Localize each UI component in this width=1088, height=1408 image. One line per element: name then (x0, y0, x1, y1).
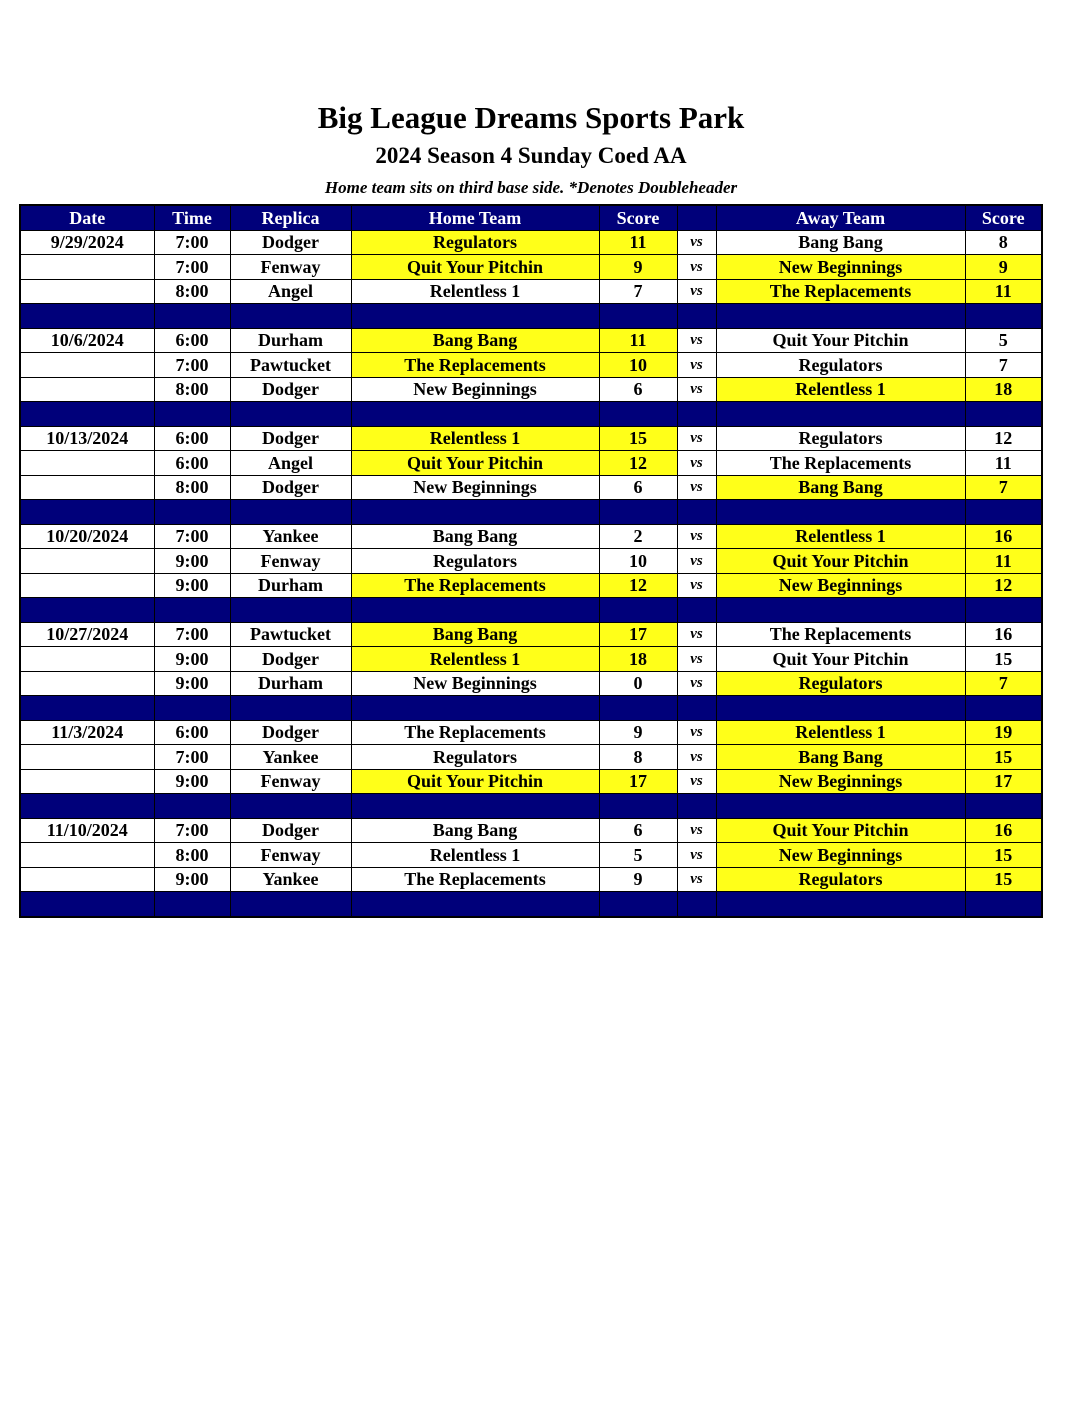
game-date (20, 745, 154, 770)
game-replica: Dodger (230, 475, 351, 500)
away-team: Relentless 1 (716, 524, 965, 549)
separator-cell (599, 892, 677, 917)
vs-label: vs (677, 671, 716, 696)
home-score: 15 (599, 426, 677, 451)
vs-label: vs (677, 843, 716, 868)
column-header-replica: Replica (230, 205, 351, 230)
home-score: 6 (599, 475, 677, 500)
vs-label: vs (677, 451, 716, 476)
separator-cell (716, 696, 965, 721)
away-team: Bang Bang (716, 230, 965, 255)
away-score: 12 (965, 573, 1042, 598)
away-team: New Beginnings (716, 843, 965, 868)
page-title: Big League Dreams Sports Park (317, 100, 745, 135)
separator-cell (965, 500, 1042, 525)
separator-cell (230, 794, 351, 819)
game-date (20, 671, 154, 696)
home-score: 7 (599, 279, 677, 304)
game-replica: Fenway (230, 843, 351, 868)
home-team: Quit Your Pitchin (351, 255, 599, 280)
away-team: New Beginnings (716, 769, 965, 794)
away-score: 16 (965, 524, 1042, 549)
home-team: New Beginnings (351, 377, 599, 402)
away-team: Bang Bang (716, 745, 965, 770)
game-replica: Durham (230, 328, 351, 353)
vs-label: vs (677, 353, 716, 378)
away-score: 16 (965, 818, 1042, 843)
home-score: 6 (599, 818, 677, 843)
vs-label: vs (677, 867, 716, 892)
home-score: 17 (599, 769, 677, 794)
game-date (20, 549, 154, 574)
away-team: Regulators (716, 426, 965, 451)
game-time: 9:00 (154, 769, 230, 794)
separator-cell (677, 500, 716, 525)
game-replica: Fenway (230, 769, 351, 794)
schedule-body (20, 230, 1042, 917)
vs-label: vs (677, 647, 716, 672)
game-time: 7:00 (154, 230, 230, 255)
home-team: The Replacements (351, 573, 599, 598)
separator-cell (230, 500, 351, 525)
column-header-time: Time (154, 205, 230, 230)
game-row (20, 426, 1042, 451)
separator-cell (677, 794, 716, 819)
home-team: New Beginnings (351, 475, 599, 500)
away-score: 11 (965, 451, 1042, 476)
separator-cell (230, 304, 351, 329)
separator-cell (230, 598, 351, 623)
home-team: Relentless 1 (351, 426, 599, 451)
home-score: 12 (599, 451, 677, 476)
game-row (20, 549, 1042, 574)
separator-cell (965, 402, 1042, 427)
away-team: Regulators (716, 867, 965, 892)
game-row (20, 671, 1042, 696)
vs-label: vs (677, 745, 716, 770)
away-team: Relentless 1 (716, 720, 965, 745)
game-date: 11/10/2024 (20, 818, 154, 843)
game-replica: Dodger (230, 720, 351, 745)
game-time: 7:00 (154, 818, 230, 843)
game-time: 7:00 (154, 745, 230, 770)
game-time: 7:00 (154, 524, 230, 549)
game-time: 9:00 (154, 671, 230, 696)
game-replica: Fenway (230, 549, 351, 574)
vs-label: vs (677, 573, 716, 598)
home-team: Bang Bang (351, 818, 599, 843)
separator-cell (965, 304, 1042, 329)
game-row (20, 720, 1042, 745)
vs-label: vs (677, 622, 716, 647)
game-row (20, 279, 1042, 304)
separator-cell (716, 598, 965, 623)
separator-cell (716, 500, 965, 525)
game-date (20, 647, 154, 672)
game-row (20, 328, 1042, 353)
game-time: 9:00 (154, 573, 230, 598)
away-team: Bang Bang (716, 475, 965, 500)
away-team: The Replacements (716, 451, 965, 476)
away-team: Quit Your Pitchin (716, 328, 965, 353)
home-score: 11 (599, 230, 677, 255)
vs-label: vs (677, 255, 716, 280)
game-date (20, 769, 154, 794)
home-team: The Replacements (351, 720, 599, 745)
separator-cell (20, 696, 154, 721)
away-score: 15 (965, 867, 1042, 892)
game-time: 6:00 (154, 426, 230, 451)
separator-cell (154, 696, 230, 721)
separator-cell (599, 500, 677, 525)
home-team: Quit Your Pitchin (351, 451, 599, 476)
game-date (20, 475, 154, 500)
away-score: 11 (965, 279, 1042, 304)
separator-cell (230, 696, 351, 721)
away-score: 7 (965, 353, 1042, 378)
separator-cell (677, 696, 716, 721)
column-header-away-team: Away Team (716, 205, 965, 230)
away-score: 17 (965, 769, 1042, 794)
separator-cell (20, 892, 154, 917)
away-score: 19 (965, 720, 1042, 745)
away-score: 7 (965, 475, 1042, 500)
away-score: 5 (965, 328, 1042, 353)
home-score: 8 (599, 745, 677, 770)
game-row (20, 843, 1042, 868)
page-subtitle: 2024 Season 4 Sunday Coed AA (375, 143, 687, 168)
game-replica: Angel (230, 279, 351, 304)
away-score: 15 (965, 843, 1042, 868)
away-score: 7 (965, 671, 1042, 696)
game-row (20, 818, 1042, 843)
home-team: The Replacements (351, 353, 599, 378)
home-team: Bang Bang (351, 524, 599, 549)
home-score: 9 (599, 720, 677, 745)
home-team: Regulators (351, 745, 599, 770)
game-replica: Dodger (230, 647, 351, 672)
game-row (20, 867, 1042, 892)
away-score: 15 (965, 745, 1042, 770)
home-team: The Replacements (351, 867, 599, 892)
separator-cell (716, 794, 965, 819)
column-header-home-score: Score (599, 205, 677, 230)
away-team: New Beginnings (716, 255, 965, 280)
away-score: 18 (965, 377, 1042, 402)
separator-cell (351, 500, 599, 525)
away-score: 16 (965, 622, 1042, 647)
separator-cell (716, 892, 965, 917)
game-time: 6:00 (154, 720, 230, 745)
away-team: Quit Your Pitchin (716, 818, 965, 843)
game-date (20, 573, 154, 598)
game-time: 7:00 (154, 353, 230, 378)
home-team: Bang Bang (351, 328, 599, 353)
away-score: 15 (965, 647, 1042, 672)
away-team: The Replacements (716, 279, 965, 304)
home-team: Relentless 1 (351, 279, 599, 304)
separator-cell (20, 402, 154, 427)
home-score: 18 (599, 647, 677, 672)
away-score: 12 (965, 426, 1042, 451)
column-header-away-score: Score (965, 205, 1042, 230)
game-row (20, 377, 1042, 402)
home-score: 5 (599, 843, 677, 868)
vs-label: vs (677, 549, 716, 574)
game-date (20, 377, 154, 402)
header-row (20, 205, 1042, 230)
separator-cell (154, 500, 230, 525)
separator-cell (230, 402, 351, 427)
game-date: 10/27/2024 (20, 622, 154, 647)
game-replica: Pawtucket (230, 622, 351, 647)
home-team: Quit Your Pitchin (351, 769, 599, 794)
separator-cell (716, 402, 965, 427)
game-time: 8:00 (154, 475, 230, 500)
vs-label: vs (677, 818, 716, 843)
away-team: Relentless 1 (716, 377, 965, 402)
game-replica: Durham (230, 573, 351, 598)
home-score: 10 (599, 353, 677, 378)
separator-cell (351, 794, 599, 819)
separator-cell (351, 696, 599, 721)
away-team: Quit Your Pitchin (716, 647, 965, 672)
game-replica: Yankee (230, 745, 351, 770)
home-score: 2 (599, 524, 677, 549)
separator-cell (154, 598, 230, 623)
game-row (20, 647, 1042, 672)
game-date (20, 843, 154, 868)
game-time: 6:00 (154, 451, 230, 476)
game-row (20, 745, 1042, 770)
game-row (20, 230, 1042, 255)
game-date: 9/29/2024 (20, 230, 154, 255)
game-time: 9:00 (154, 867, 230, 892)
away-score: 9 (965, 255, 1042, 280)
separator-cell (351, 598, 599, 623)
separator-cell (154, 304, 230, 329)
home-team: Relentless 1 (351, 647, 599, 672)
week-separator-row (20, 304, 1042, 329)
game-replica: Angel (230, 451, 351, 476)
game-date: 10/20/2024 (20, 524, 154, 549)
game-replica: Fenway (230, 255, 351, 280)
away-team: The Replacements (716, 622, 965, 647)
home-team: Regulators (351, 549, 599, 574)
separator-cell (599, 794, 677, 819)
separator-cell (230, 892, 351, 917)
separator-cell (154, 794, 230, 819)
separator-cell (20, 598, 154, 623)
separator-cell (599, 304, 677, 329)
vs-label: vs (677, 377, 716, 402)
column-header-vs (677, 205, 716, 230)
game-time: 6:00 (154, 328, 230, 353)
separator-cell (20, 794, 154, 819)
home-team: New Beginnings (351, 671, 599, 696)
game-replica: Durham (230, 671, 351, 696)
game-replica: Dodger (230, 426, 351, 451)
game-time: 9:00 (154, 647, 230, 672)
game-time: 8:00 (154, 279, 230, 304)
game-date (20, 279, 154, 304)
week-separator-row (20, 892, 1042, 917)
vs-label: vs (677, 769, 716, 794)
game-date (20, 451, 154, 476)
separator-cell (599, 598, 677, 623)
game-row (20, 573, 1042, 598)
game-row (20, 524, 1042, 549)
game-date (20, 255, 154, 280)
away-team: New Beginnings (716, 573, 965, 598)
vs-label: vs (677, 720, 716, 745)
separator-cell (677, 304, 716, 329)
home-team: Bang Bang (351, 622, 599, 647)
separator-cell (965, 892, 1042, 917)
game-row (20, 622, 1042, 647)
week-separator-row (20, 598, 1042, 623)
home-score: 11 (599, 328, 677, 353)
separator-cell (599, 402, 677, 427)
game-date: 10/6/2024 (20, 328, 154, 353)
home-score: 9 (599, 255, 677, 280)
away-team: Regulators (716, 353, 965, 378)
separator-cell (677, 892, 716, 917)
game-row (20, 255, 1042, 280)
home-score: 0 (599, 671, 677, 696)
week-separator-row (20, 696, 1042, 721)
game-date: 10/13/2024 (20, 426, 154, 451)
away-score: 11 (965, 549, 1042, 574)
away-score: 8 (965, 230, 1042, 255)
game-time: 9:00 (154, 549, 230, 574)
separator-cell (965, 794, 1042, 819)
away-team: Regulators (716, 671, 965, 696)
schedule-note: Home team sits on third base side. *Denotes Doubleheader (324, 178, 738, 197)
separator-cell (965, 696, 1042, 721)
vs-label: vs (677, 328, 716, 353)
separator-cell (677, 598, 716, 623)
week-separator-row (20, 402, 1042, 427)
vs-label: vs (677, 279, 716, 304)
game-date (20, 353, 154, 378)
game-replica: Dodger (230, 818, 351, 843)
separator-cell (154, 402, 230, 427)
separator-cell (599, 696, 677, 721)
separator-cell (351, 402, 599, 427)
home-score: 12 (599, 573, 677, 598)
away-team: Quit Your Pitchin (716, 549, 965, 574)
vs-label: vs (677, 475, 716, 500)
vs-label: vs (677, 230, 716, 255)
game-replica: Yankee (230, 867, 351, 892)
home-score: 10 (599, 549, 677, 574)
separator-cell (716, 304, 965, 329)
home-score: 9 (599, 867, 677, 892)
separator-cell (965, 598, 1042, 623)
game-replica: Dodger (230, 230, 351, 255)
vs-label: vs (677, 524, 716, 549)
home-team: Relentless 1 (351, 843, 599, 868)
separator-cell (154, 892, 230, 917)
game-time: 8:00 (154, 843, 230, 868)
home-score: 17 (599, 622, 677, 647)
game-row (20, 451, 1042, 476)
vs-label: vs (677, 426, 716, 451)
game-row (20, 475, 1042, 500)
column-header-date: Date (20, 205, 154, 230)
game-row (20, 769, 1042, 794)
game-replica: Yankee (230, 524, 351, 549)
game-date: 11/3/2024 (20, 720, 154, 745)
schedule-table (19, 204, 1043, 918)
separator-cell (351, 892, 599, 917)
game-time: 7:00 (154, 622, 230, 647)
game-time: 7:00 (154, 255, 230, 280)
game-replica: Dodger (230, 377, 351, 402)
game-date (20, 867, 154, 892)
column-header-home-team: Home Team (351, 205, 599, 230)
game-row (20, 353, 1042, 378)
separator-cell (20, 500, 154, 525)
separator-cell (677, 402, 716, 427)
week-separator-row (20, 794, 1042, 819)
home-team: Regulators (351, 230, 599, 255)
separator-cell (351, 304, 599, 329)
separator-cell (20, 304, 154, 329)
game-replica: Pawtucket (230, 353, 351, 378)
game-time: 8:00 (154, 377, 230, 402)
week-separator-row (20, 500, 1042, 525)
home-score: 6 (599, 377, 677, 402)
